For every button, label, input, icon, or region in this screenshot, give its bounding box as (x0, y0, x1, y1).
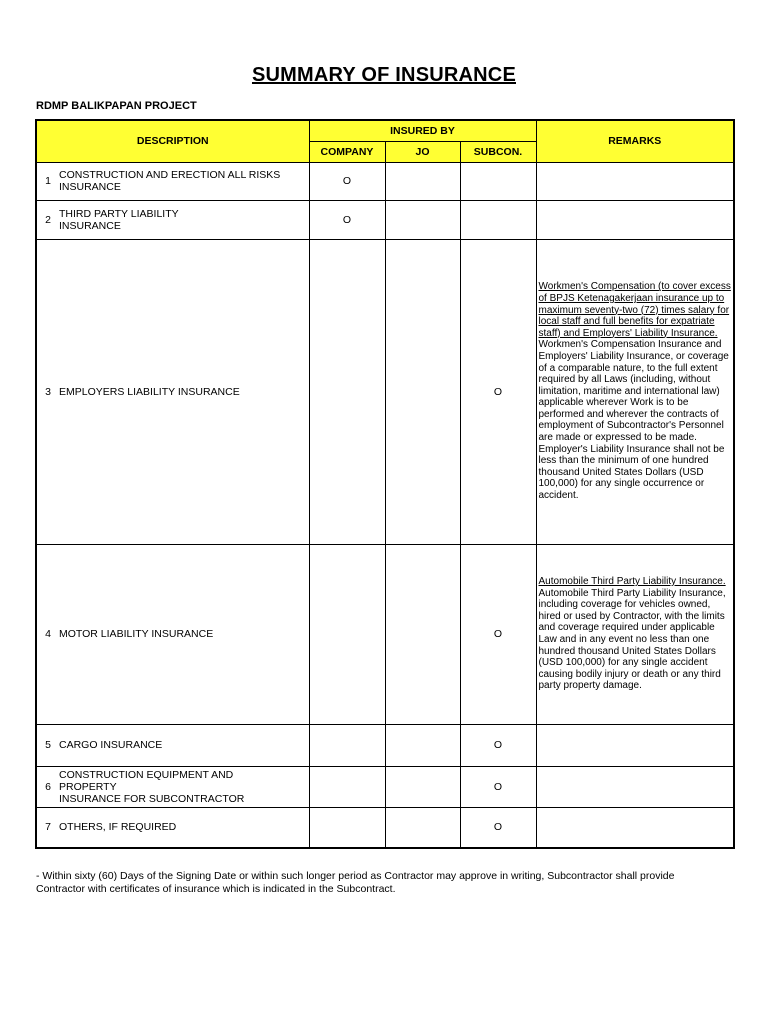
remarks-cell (536, 724, 734, 766)
subcon-mark: O (460, 807, 536, 848)
row-number: 3 (45, 385, 51, 398)
project-name: RDMP BALIKPAPAN PROJECT (36, 100, 197, 112)
row-number: 7 (45, 821, 51, 834)
subcon-mark: O (460, 544, 536, 724)
description-cell (36, 766, 309, 807)
insurance-table (35, 119, 735, 849)
company-mark (309, 544, 385, 724)
jo-mark (385, 239, 460, 544)
company-mark (309, 766, 385, 807)
remarks-text: Workmen's Compensation Insurance and Employers' Liability Insurance, or coverage of a comparable nature, to the full extent required by all Laws (including, without limitation, maritime and international law) applicable wherever Work is to be performed and wherever the contracts of employment of Subcontractor's Personnel are made or expressed to be made. Employer's Liability Insurance shall not be less than the minimum of one hundred thousand United States Dollars (USD 100,000) for any single occurrence or accident. (538, 339, 729, 502)
description-cell (36, 200, 309, 239)
remarks-heading: Workmen's Compensation (to cover excess of BPJS Ketenagakerjaan insurance up to maximum seventy-two (72) times salary for local staff and full benefits for expatriate staff) and Employers' Liability Insurance. (538, 281, 731, 339)
row-number: 1 (45, 175, 51, 187)
header-jo: JO (385, 141, 460, 162)
subcon-mark: O (460, 724, 536, 766)
company-mark: O (309, 162, 385, 200)
header-remarks: REMARKS (536, 120, 734, 162)
subcon-mark (460, 162, 536, 200)
jo-mark (385, 766, 460, 807)
jo-mark (385, 807, 460, 848)
row-number: 6 (45, 780, 51, 793)
table-row (36, 544, 734, 724)
remarks-cell (536, 544, 734, 724)
remarks-cell (536, 239, 734, 544)
description-cell (36, 724, 309, 766)
subcon-mark: O (460, 239, 536, 544)
footnote: - Within sixty (60) Days of the Signing Date or within such longer period as Contractor may approve in writing, Subcontractor shall provide Contractor with certificates of insurance which is indicated in the Subcontract. (36, 870, 675, 895)
description-cell (36, 544, 309, 724)
row-description: OTHERS, IF REQUIRED (59, 821, 177, 834)
row-number: 4 (45, 628, 51, 640)
header-insured-by: INSURED BY (309, 120, 536, 141)
table-row (36, 200, 734, 239)
company-mark (309, 724, 385, 766)
company-mark (309, 807, 385, 848)
remarks-cell (536, 162, 734, 200)
description-cell (36, 162, 309, 200)
row-description: THIRD PARTY LIABILITY INSURANCE (59, 207, 179, 232)
description-cell (36, 239, 309, 544)
jo-mark (385, 724, 460, 766)
table-row (36, 807, 734, 848)
subcon-mark (460, 200, 536, 239)
row-number: 5 (45, 739, 51, 751)
table-row (36, 239, 734, 544)
remarks-cell (536, 766, 734, 807)
jo-mark (385, 200, 460, 239)
remarks-heading: Automobile Third Party Liability Insurance. (538, 576, 726, 588)
row-description: CARGO INSURANCE (59, 739, 163, 751)
header-subcon: SUBCON. (460, 141, 536, 162)
jo-mark (385, 162, 460, 200)
table-row (36, 162, 734, 200)
company-mark: O (309, 200, 385, 239)
remarks-text: Automobile Third Party Liability Insurance, including coverage for vehicles owned, hired or used by Contractor, with the limits and coverage required under applicable Law and in any event no less than one hundred thousand United States Dollars (USD 100,000) for any single accident causing bodily injury or death or any third party property damage. (538, 587, 726, 692)
company-mark (309, 239, 385, 544)
table-row (36, 724, 734, 766)
row-number: 2 (45, 213, 51, 226)
jo-mark (385, 544, 460, 724)
remarks-cell (536, 200, 734, 239)
header-description: DESCRIPTION (36, 120, 309, 162)
row-description: MOTOR LIABILITY INSURANCE (59, 628, 214, 640)
table-row (36, 766, 734, 807)
remarks-cell (536, 807, 734, 848)
description-cell (36, 807, 309, 848)
subcon-mark: O (460, 766, 536, 807)
document-title: SUMMARY OF INSURANCE (251, 64, 516, 86)
row-description: EMPLOYERS LIABILITY INSURANCE (59, 385, 240, 398)
row-description: CONSTRUCTION EQUIPMENT AND PROPERTY INSURANCE FOR SUBCONTRACTOR (59, 768, 245, 805)
header-company: COMPANY (309, 141, 385, 162)
row-description: CONSTRUCTION AND ERECTION ALL RISKS INSURANCE (59, 169, 281, 193)
